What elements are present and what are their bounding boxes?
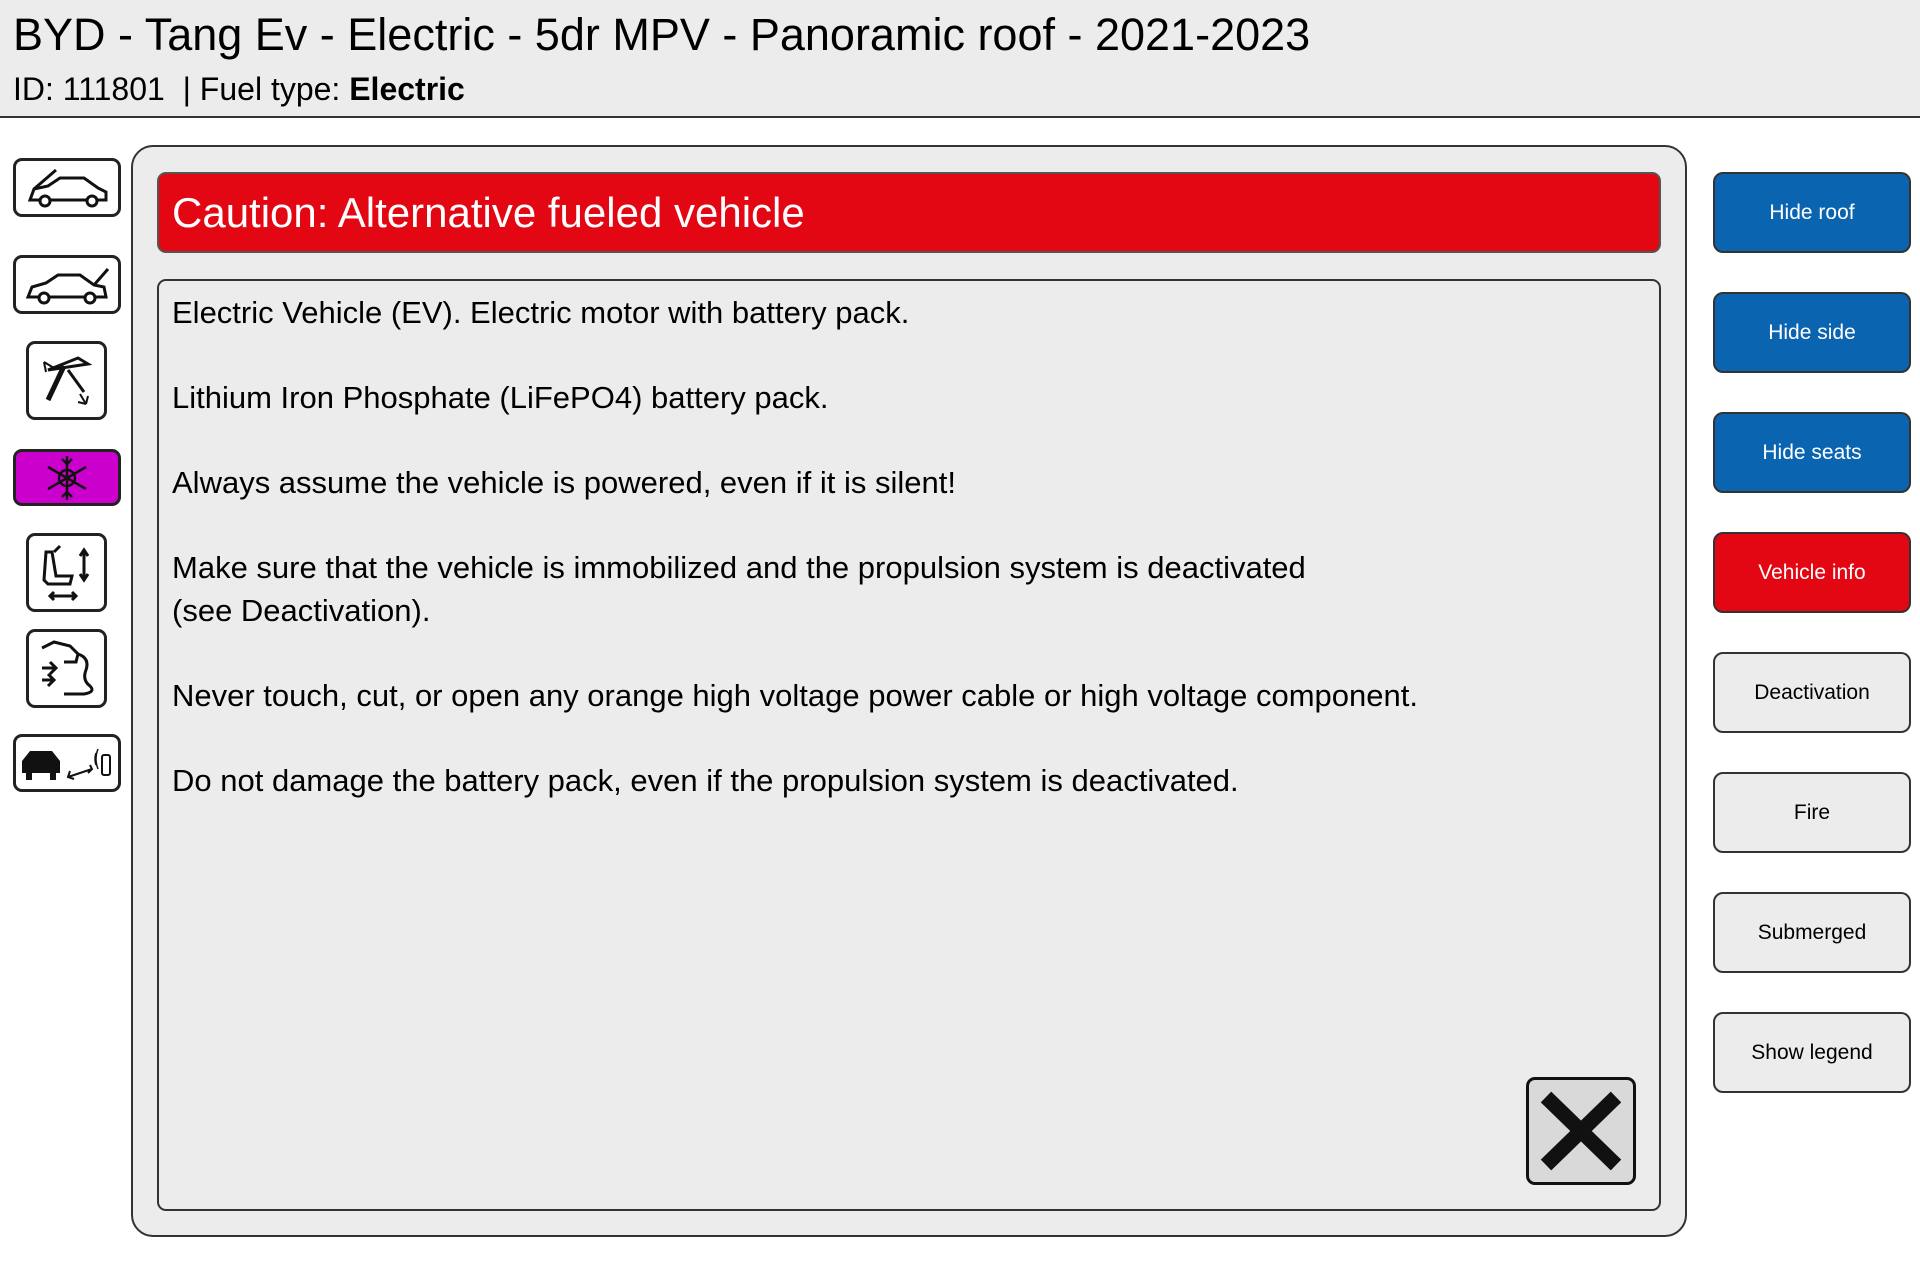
steering-column-button[interactable] [26,341,107,420]
charging-plug-icon [34,636,100,702]
hide-seats-button[interactable]: Hide seats [1713,412,1911,493]
info-paragraph: Electric Vehicle (EV). Electric motor with battery pack. [172,295,910,330]
hood-open-icon [20,164,114,212]
close-icon [1538,1089,1624,1173]
info-content [157,279,1661,1211]
trunk-open-icon [20,261,114,309]
info-paragraph: Make sure that the vehicle is immobilized and the propulsion system is deactivated [172,550,1306,585]
id-value: 111801 [62,71,165,107]
vehicle-info-button[interactable]: Vehicle info [1713,532,1911,613]
steering-column-icon [34,348,100,414]
vehicle-title: BYD - Tang Ev - Electric - 5dr MPV - Panoramic roof - 2021-2023 [13,9,1311,60]
seat-adjust-icon [34,540,100,606]
remote-key-button[interactable] [13,734,121,792]
charging-button[interactable] [26,629,107,708]
hood-open-button[interactable] [13,158,121,217]
id-label: ID: [13,71,54,107]
remote-key-icon [18,739,116,787]
submerged-button[interactable]: Submerged [1713,892,1911,973]
info-paragraph: Do not damage the battery pack, even if the propulsion system is deactivated. [172,763,1239,798]
close-button[interactable] [1526,1077,1636,1185]
hide-roof-button[interactable]: Hide roof [1713,172,1911,253]
deactivation-button[interactable]: Deactivation [1713,652,1911,733]
hide-side-button[interactable]: Hide side [1713,292,1911,373]
vehicle-meta [13,69,465,109]
info-paragraph: Always assume the vehicle is powered, even if it is silent! [172,465,956,500]
climate-icon [42,453,92,503]
seat-adjust-button[interactable] [26,533,107,612]
info-paragraph: Never touch, cut, or open any orange high voltage power cable or high voltage component. [172,678,1418,713]
show-legend-button[interactable]: Show legend [1713,1012,1911,1093]
caution-banner: Caution: Alternative fueled vehicle [157,172,1661,253]
header [0,0,1920,118]
info-paragraph: (see Deactivation). [172,593,431,628]
fuel-value: Electric [349,71,465,107]
trunk-open-button[interactable] [13,255,121,314]
info-paragraph: Lithium Iron Phosphate (LiFePO4) battery pack. [172,380,829,415]
fuel-label: | Fuel type: [182,71,341,107]
fire-button[interactable]: Fire [1713,772,1911,853]
climate-button[interactable] [13,449,121,506]
